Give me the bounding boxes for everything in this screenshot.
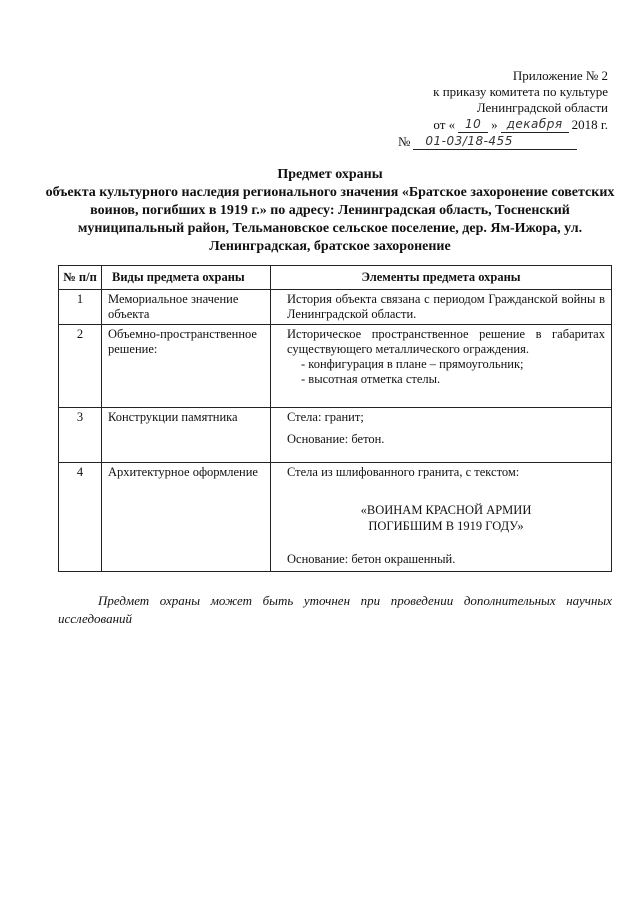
order-number [398, 133, 608, 150]
row-num: 1 [59, 290, 102, 325]
handwritten-month: декабря [501, 116, 569, 133]
handwritten-number: 01-03/18-455 [413, 133, 577, 150]
document-title [40, 166, 620, 256]
date-year: 2018 г. [571, 117, 608, 132]
table-row [59, 325, 612, 408]
order-date [398, 116, 608, 133]
row-elements [271, 325, 612, 408]
row-elements [271, 290, 612, 325]
inscription-line: «ВОИНАМ КРАСНОЙ АРМИИ [360, 503, 532, 517]
appendix-header [398, 68, 608, 150]
inscription-line: ПОГИБШИМ В 1919 ГОДУ» [368, 519, 524, 533]
handwritten-day: 10 [458, 116, 488, 133]
list-item: - высотная отметка стелы. [301, 372, 441, 386]
row-elements [271, 408, 612, 463]
row-num: 3 [59, 408, 102, 463]
row-elements-text: Историческое пространственное решение в габаритах существующего металлического ограждения. [287, 327, 605, 356]
row-kind: Конструкции памятника [102, 408, 271, 463]
row-elements-line: Стела: гранит; [287, 410, 364, 424]
table-row [59, 408, 612, 463]
title-text: объекта культурного наследия регионального значения «Братское захоронение советских воинов, погибших в 1919 г.» по адресу: Ленинградская область, Тосненский муниципальный район, Тельмановское сельское поселение, дер. Ям-Ижора, ул. Ленинградская, братское захоронение [45, 185, 615, 254]
stele-inscription [287, 502, 605, 534]
header-kind: Виды предмета охраны [102, 266, 271, 290]
header-num: № п/п [59, 266, 102, 290]
row-num: 4 [59, 463, 102, 572]
appendix-region: Ленинградской области [476, 100, 608, 115]
row-kind: Объемно-пространственное решение: [102, 325, 271, 408]
appendix-order-ref: к приказу комитета по культуре [433, 84, 608, 99]
row-elements-line: Основание: бетон. [287, 432, 385, 446]
row-num: 2 [59, 325, 102, 408]
list-item: - конфигурация в плане – прямоугольник; [301, 357, 524, 371]
header-elements: Элементы предмета охраны [271, 266, 612, 290]
row-elements [271, 463, 612, 572]
date-mid: » [491, 117, 498, 132]
protection-subject-table [58, 265, 612, 572]
row-elements-text: История объекта связана с периодом Гражданской войны в Ленинградской области. [287, 292, 605, 321]
title-heading: Предмет охраны [277, 167, 383, 182]
date-prefix: от « [433, 117, 456, 132]
table-row [59, 290, 612, 325]
row-elements-line: Основание: бетон окрашенный. [287, 552, 456, 566]
number-prefix: № [398, 134, 411, 149]
row-elements-line: Стела из шлифованного гранита, с текстом: [287, 465, 520, 479]
footnote: Предмет охраны может быть уточнен при проведении дополнительных научных исследований [58, 593, 612, 626]
table-header-row [59, 266, 612, 290]
appendix-number: Приложение № 2 [512, 68, 608, 83]
row-kind: Мемориальное значение объекта [102, 290, 271, 325]
table-row [59, 463, 612, 572]
row-kind: Архитектурное оформление [102, 463, 271, 572]
